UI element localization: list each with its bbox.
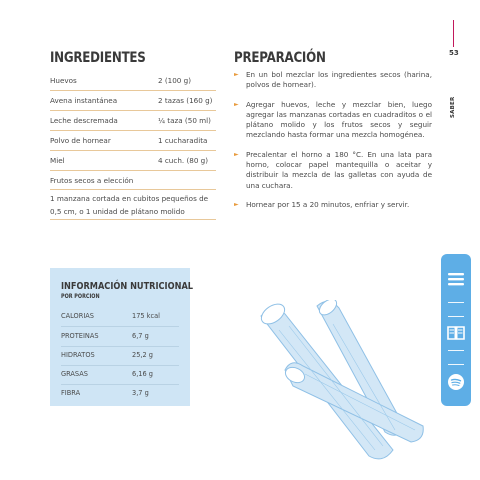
step-text: Precalentar el horno a 180 °C. En una lata para horno, colocar papel mantequilla o aceitar y distribuir la mezcla de las galletas con ayuda de una cuchara.: [246, 149, 432, 190]
side-nav-panel: [441, 254, 471, 406]
cinnamon-sticks-illustration: [255, 300, 435, 470]
step-item: [234, 70, 432, 91]
panel-separator: [448, 350, 464, 351]
nutrition-value: 6,7 g: [132, 332, 149, 340]
section-name: SABER: [450, 96, 456, 118]
panel-separator: [448, 316, 464, 317]
step-item: [234, 150, 432, 191]
nutrition-label: GRASAS: [61, 370, 88, 378]
ingredient-qty: ¼ taza (50 ml): [158, 116, 211, 125]
step-item: [234, 100, 432, 141]
book-icon[interactable]: [447, 324, 465, 342]
step-text: Agregar huevos, leche y mezclar bien, luego agregar las manzanas cortadas en cuadraditos o el plátano molido y los frutos secos y seguir mezclando hasta formar una mezcla homogénea.: [246, 99, 432, 140]
step-item: [234, 200, 432, 210]
ingredient-row: [50, 91, 216, 111]
step-text: Hornear por 15 a 20 minutos, enfriar y servir.: [246, 199, 410, 209]
nutrition-label: PROTEINAS: [61, 332, 99, 340]
spotify-icon[interactable]: [447, 373, 465, 391]
ingredient-qty: 2 tazas (160 g): [158, 96, 213, 105]
nutrition-row: [61, 345, 179, 366]
ingredients-title: INGREDIENTES: [50, 50, 146, 66]
nutrition-value: 175 kcal: [132, 312, 160, 320]
ingredient-qty: 2 (100 g): [158, 76, 192, 85]
ingredient-name: Polvo de hornear: [50, 136, 111, 145]
ingredient-row: [50, 111, 216, 131]
nutrition-label: HIDRATOS: [61, 351, 95, 359]
ingredient-row: [50, 151, 216, 171]
ingredient-name: Miel: [50, 156, 65, 165]
nutrition-title: INFORMACIÓN NUTRICIONAL: [61, 281, 194, 292]
ingredient-row: [50, 71, 216, 91]
ingredient-qty: 1 cucharadita: [158, 136, 208, 145]
ingredient-qty: 4 cuch. (80 g): [158, 156, 209, 165]
preparation-steps: [234, 70, 432, 219]
arrow-bullet-icon: ►: [234, 71, 239, 78]
ingredient-row: [50, 131, 216, 151]
arrow-bullet-icon: ►: [234, 150, 239, 158]
nutrition-label: FIBRA: [61, 389, 81, 397]
nutrition-row: [61, 364, 179, 385]
ingredient-dried-fruit: Frutos secos a elección: [50, 176, 134, 185]
preparation-title: PREPARACIÓN: [234, 50, 326, 66]
nutrition-value: 6,16 g: [132, 370, 153, 378]
ingredient-row: [50, 171, 216, 190]
page-number: 53: [449, 49, 459, 57]
nutrition-value: 3,7 g: [132, 389, 149, 397]
nutrition-value: 25,2 g: [132, 351, 153, 359]
ingredients-table: [50, 71, 216, 220]
side-divider: [453, 20, 454, 47]
ingredient-note: 1 manzana cortada en cubitos pequeños de 0,5 cm, o 1 unidad de plátano molido: [50, 190, 216, 220]
nutrition-label: CALORIAS: [61, 312, 94, 320]
nutrition-row: [61, 383, 179, 403]
nutrition-row: [61, 326, 179, 347]
ingredient-name: Leche descremada: [50, 116, 118, 125]
ingredient-name: Avena instantánea: [50, 96, 118, 105]
step-text: En un bol mezclar los ingredientes secos (harina, polvos de hornear).: [246, 70, 432, 90]
nutrition-row: [61, 306, 179, 327]
ingredient-name: Huevos: [50, 76, 77, 85]
menu-icon[interactable]: [447, 270, 465, 288]
arrow-bullet-icon: ►: [234, 100, 239, 108]
section-label: [448, 60, 458, 120]
panel-separator: [448, 302, 464, 303]
arrow-bullet-icon: ►: [234, 200, 239, 208]
panel-separator: [448, 364, 464, 365]
nutrition-box: [50, 268, 194, 406]
nutrition-subtitle: POR PORCIÓN: [61, 293, 100, 300]
